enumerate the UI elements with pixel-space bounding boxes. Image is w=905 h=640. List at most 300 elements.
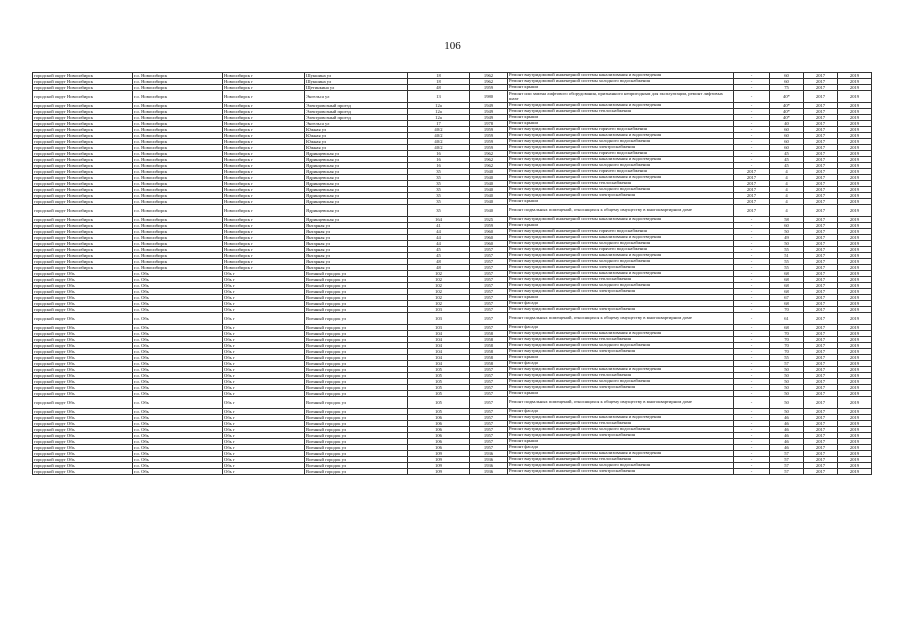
cost-cell: 57 (770, 469, 804, 475)
city-cell: Новосибирск г (223, 85, 305, 91)
start-year-cell: 2017 (804, 163, 838, 169)
build-year-cell: 1949 (470, 103, 508, 109)
start-year-cell: 2017 (804, 157, 838, 163)
city-cell: Новосибирск г (223, 175, 305, 181)
end-year-cell: 2019 (838, 307, 872, 313)
end-year-cell: 2019 (838, 343, 872, 349)
locality-cell: г.о. Новосибирск (133, 187, 223, 193)
start-year-cell: 2017 (804, 463, 838, 469)
house-number-cell: 40/2 (408, 145, 470, 151)
cost-cell: 40* (770, 103, 804, 109)
end-year-cell: 2019 (838, 415, 872, 421)
work-type-cell: Ремонт внутридомовой инженерной системы канализования и водоотведения (508, 133, 734, 139)
cost-cell: 67 (770, 295, 804, 301)
work-type-cell: Ремонт внутридомовой инженерной системы канализования и водоотведения (508, 157, 734, 163)
city-cell: Обь г (223, 331, 305, 337)
house-number-cell: 109 (408, 451, 470, 457)
house-number-cell: 48 (408, 265, 470, 271)
cost-cell: 46 (770, 439, 804, 445)
house-number-cell: 102 (408, 295, 470, 301)
cost-cell: 4 (770, 181, 804, 187)
work-type-cell: Ремонт внутридомовой инженерной системы канализования и водоотведения (508, 73, 734, 79)
cost-cell: 50 (770, 409, 804, 415)
start-year-cell: 2017 (804, 343, 838, 349)
table-row (33, 313, 872, 325)
work-type-cell: Ремонт внутридомовой инженерной системы теплоснабжения (508, 337, 734, 343)
municipality-cell: городской округ Обь (33, 289, 133, 295)
work-type-cell: Ремонт внутридомовой инженерной системы горячего водоснабжения (508, 247, 734, 253)
city-cell: Новосибирск г (223, 223, 305, 229)
build-year-cell: 1949 (470, 115, 508, 121)
city-cell: Новосибирск г (223, 91, 305, 103)
street-cell: Ядринцевская ул (305, 175, 408, 181)
locality-cell: г.о. Обь (133, 361, 223, 367)
start-year-cell: 2017 (804, 427, 838, 433)
house-number-cell: 109 (408, 463, 470, 469)
work-type-cell: Ремонт внутридомовой инженерной системы холодного водоснабжения (508, 163, 734, 169)
start-year-cell: 2017 (804, 415, 838, 421)
cost-cell: 61 (770, 313, 804, 325)
plan-year-cell: 2017 (734, 193, 770, 199)
locality-cell: г.о. Новосибирск (133, 145, 223, 151)
cost-cell: 75 (770, 85, 804, 91)
work-type-cell: Ремонт внутридомовой инженерной системы электроснабжения (508, 433, 734, 439)
locality-cell: г.о. Обь (133, 409, 223, 415)
locality-cell: г.о. Обь (133, 457, 223, 463)
city-cell: Новосибирск г (223, 181, 305, 187)
cost-cell: 51 (770, 253, 804, 259)
house-number-cell: 164 (408, 217, 470, 223)
work-type-cell: Ремонт внутридомовой инженерной системы холодного водоснабжения (508, 241, 734, 247)
work-type-cell: Ремонт внутридомовой инженерной системы горячего водоснабжения (508, 127, 734, 133)
plan-year-cell: - (734, 409, 770, 415)
start-year-cell: 2017 (804, 103, 838, 109)
cost-cell: 55 (770, 355, 804, 361)
city-cell: Новосибирск г (223, 121, 305, 127)
cost-cell: 50 (770, 391, 804, 397)
work-type-cell: Ремонт внутридомовой инженерной системы канализования и водоотведения (508, 415, 734, 421)
house-number-cell: 106 (408, 415, 470, 421)
street-cell: Южная ул (305, 139, 408, 145)
cost-cell: 68 (770, 271, 804, 277)
work-type-cell: Ремонт внутридомовой инженерной системы теплоснабжения (508, 373, 734, 379)
street-cell: Военный городок ул (305, 355, 408, 361)
end-year-cell: 2019 (838, 421, 872, 427)
plan-year-cell: - (734, 283, 770, 289)
house-number-cell: 105 (408, 367, 470, 373)
plan-year-cell: - (734, 103, 770, 109)
city-cell: Новосибирск г (223, 241, 305, 247)
build-year-cell: 1960 (470, 229, 508, 235)
city-cell: Обь г (223, 439, 305, 445)
city-cell: Обь г (223, 421, 305, 427)
house-number-cell: 45 (408, 253, 470, 259)
start-year-cell: 2017 (804, 265, 838, 271)
municipality-cell: городской округ Обь (33, 451, 133, 457)
plan-year-cell: 2017 (734, 187, 770, 193)
plan-year-cell: - (734, 337, 770, 343)
street-cell: Военный городок ул (305, 289, 408, 295)
build-year-cell: 1962 (470, 157, 508, 163)
cost-cell: 70 (770, 343, 804, 349)
street-cell: Янтарная ул (305, 247, 408, 253)
cost-cell: 40* (770, 115, 804, 121)
plan-year-cell: 2017 (734, 175, 770, 181)
plan-year-cell: - (734, 301, 770, 307)
build-year-cell: 1962 (470, 79, 508, 85)
locality-cell: г.о. Новосибирск (133, 85, 223, 91)
city-cell: Обь г (223, 373, 305, 379)
plan-year-cell: - (734, 469, 770, 475)
plan-year-cell: - (734, 361, 770, 367)
locality-cell: г.о. Новосибирск (133, 229, 223, 235)
work-type-cell: Ремонт крыши (508, 199, 734, 205)
start-year-cell: 2017 (804, 349, 838, 355)
house-number-cell: 12а (408, 103, 470, 109)
plan-year-cell: - (734, 217, 770, 223)
city-cell: Новосибирск г (223, 163, 305, 169)
plan-year-cell: - (734, 235, 770, 241)
table-row (33, 397, 872, 409)
plan-year-cell: - (734, 433, 770, 439)
plan-year-cell: - (734, 145, 770, 151)
street-cell: Военный городок ул (305, 307, 408, 313)
plan-year-cell: - (734, 385, 770, 391)
plan-year-cell: - (734, 295, 770, 301)
start-year-cell: 2017 (804, 289, 838, 295)
city-cell: Обь г (223, 289, 305, 295)
house-number-cell: 48 (408, 85, 470, 91)
plan-year-cell: - (734, 229, 770, 235)
end-year-cell: 2019 (838, 409, 872, 415)
street-cell: Янтарная ул (305, 265, 408, 271)
house-number-cell: 102 (408, 301, 470, 307)
work-type-cell: Ремонт крыши (508, 439, 734, 445)
plan-year-cell: - (734, 373, 770, 379)
street-cell: Ядринцевская ул (305, 205, 408, 217)
municipality-cell: городской округ Обь (33, 295, 133, 301)
municipality-cell: городской округ Новосибирск (33, 223, 133, 229)
municipality-cell: городской округ Обь (33, 397, 133, 409)
cost-cell: 55 (770, 259, 804, 265)
house-number-cell: 105 (408, 397, 470, 409)
start-year-cell: 2017 (804, 409, 838, 415)
work-type-cell: Ремонт внутридомовой инженерной системы электроснабжения (508, 145, 734, 151)
municipality-cell: городской округ Новосибирск (33, 91, 133, 103)
house-number-cell: 105 (408, 391, 470, 397)
municipality-cell: городской округ Новосибирск (33, 265, 133, 271)
start-year-cell: 2017 (804, 457, 838, 463)
cost-cell: 60 (770, 127, 804, 133)
street-cell: Военный городок ул (305, 457, 408, 463)
city-cell: Обь г (223, 385, 305, 391)
work-type-cell: Ремонт внутридомовой инженерной системы канализования и водоотведения (508, 367, 734, 373)
end-year-cell: 2019 (838, 301, 872, 307)
end-year-cell: 2019 (838, 337, 872, 343)
house-number-cell: 44 (408, 229, 470, 235)
house-number-cell: 45 (408, 247, 470, 253)
locality-cell: г.о. Обь (133, 433, 223, 439)
end-year-cell: 2019 (838, 73, 872, 79)
street-cell: Военный городок ул (305, 325, 408, 331)
plan-year-cell: - (734, 271, 770, 277)
build-year-cell: 1957 (470, 391, 508, 397)
street-cell: Электровозный проезд (305, 109, 408, 115)
city-cell: Обь г (223, 415, 305, 421)
work-type-cell: Ремонт внутридомовой инженерной системы холодного водоснабжения (508, 259, 734, 265)
plan-year-cell: - (734, 421, 770, 427)
build-year-cell: 1959 (470, 133, 508, 139)
plan-year-cell: - (734, 451, 770, 457)
house-number-cell: 40/2 (408, 127, 470, 133)
city-cell: Обь г (223, 367, 305, 373)
house-number-cell: 18 (408, 79, 470, 85)
plan-year-cell: - (734, 277, 770, 283)
municipality-cell: городской округ Новосибирск (33, 205, 133, 217)
street-cell: Ядринцевская ул (305, 151, 408, 157)
end-year-cell: 2019 (838, 91, 872, 103)
build-year-cell: 1962 (470, 73, 508, 79)
work-type-cell: Ремонт внутридомовой инженерной системы канализования и водоотведения (508, 103, 734, 109)
street-cell: Ядринцевская ул (305, 187, 408, 193)
house-number-cell: 35 (408, 187, 470, 193)
end-year-cell: 2019 (838, 469, 872, 475)
build-year-cell: 1936 (470, 457, 508, 463)
municipality-cell: городской округ Обь (33, 379, 133, 385)
municipality-cell: городской округ Обь (33, 385, 133, 391)
municipality-cell: городской округ Обь (33, 409, 133, 415)
locality-cell: г.о. Новосибирск (133, 223, 223, 229)
build-year-cell: 1940 (470, 187, 508, 193)
start-year-cell: 2017 (804, 439, 838, 445)
plan-year-cell: - (734, 331, 770, 337)
house-number-cell: 106 (408, 421, 470, 427)
municipality-cell: городской округ Новосибирск (33, 247, 133, 253)
locality-cell: г.о. Обь (133, 445, 223, 451)
start-year-cell: 2017 (804, 115, 838, 121)
street-cell: Щетинкина ул (305, 85, 408, 91)
municipality-cell: городской округ Обь (33, 445, 133, 451)
municipality-cell: городской округ Обь (33, 361, 133, 367)
build-year-cell: 1957 (470, 265, 508, 271)
work-type-cell: Ремонт внутридомовой инженерной системы электроснабжения (508, 385, 734, 391)
cost-cell: 40* (770, 109, 804, 115)
house-number-cell: 35 (408, 199, 470, 205)
house-number-cell: 102 (408, 283, 470, 289)
plan-year-cell: - (734, 391, 770, 397)
start-year-cell: 2017 (804, 421, 838, 427)
locality-cell: г.о. Обь (133, 385, 223, 391)
municipality-cell: городской округ Новосибирск (33, 151, 133, 157)
start-year-cell: 2017 (804, 109, 838, 115)
plan-year-cell: 2017 (734, 169, 770, 175)
house-number-cell: 104 (408, 361, 470, 367)
work-type-cell: Ремонт крыши (508, 121, 734, 127)
municipality-cell: городской округ Новосибирск (33, 217, 133, 223)
end-year-cell: 2019 (838, 445, 872, 451)
city-cell: Новосибирск г (223, 145, 305, 151)
street-cell: Военный городок ул (305, 385, 408, 391)
build-year-cell: 1978 (470, 121, 508, 127)
municipality-cell: городской округ Обь (33, 433, 133, 439)
build-year-cell: 1959 (470, 145, 508, 151)
street-cell: Военный городок ул (305, 349, 408, 355)
work-type-cell: Ремонт фасада (508, 361, 734, 367)
city-cell: Обь г (223, 301, 305, 307)
city-cell: Обь г (223, 349, 305, 355)
house-number-cell: 13 (408, 91, 470, 103)
locality-cell: г.о. Обь (133, 307, 223, 313)
end-year-cell: 2019 (838, 85, 872, 91)
locality-cell: г.о. Обь (133, 355, 223, 361)
street-cell: Электровозный проезд (305, 103, 408, 109)
locality-cell: г.о. Новосибирск (133, 259, 223, 265)
city-cell: Новосибирск г (223, 103, 305, 109)
city-cell: Обь г (223, 463, 305, 469)
work-type-cell: Ремонт внутридомовой инженерной системы канализования и водоотведения (508, 451, 734, 457)
end-year-cell: 2019 (838, 427, 872, 433)
start-year-cell: 2017 (804, 253, 838, 259)
municipality-cell: городской округ Обь (33, 301, 133, 307)
cost-cell: 57 (770, 457, 804, 463)
house-number-cell: 103 (408, 313, 470, 325)
build-year-cell: 1957 (470, 415, 508, 421)
build-year-cell: 1949 (470, 109, 508, 115)
street-cell: Военный городок ул (305, 445, 408, 451)
city-cell: Новосибирск г (223, 247, 305, 253)
plan-year-cell: - (734, 139, 770, 145)
cost-cell: 60 (770, 145, 804, 151)
house-number-cell: 18 (408, 73, 470, 79)
start-year-cell: 2017 (804, 223, 838, 229)
street-cell: Военный городок ул (305, 331, 408, 337)
build-year-cell: 1925 (470, 217, 508, 223)
end-year-cell: 2019 (838, 223, 872, 229)
house-number-cell: 35 (408, 169, 470, 175)
end-year-cell: 2019 (838, 397, 872, 409)
plan-year-cell: - (734, 223, 770, 229)
work-type-cell: Ремонт крыши (508, 355, 734, 361)
municipality-cell: городской округ Обь (33, 469, 133, 475)
cost-cell: 46 (770, 421, 804, 427)
locality-cell: г.о. Обь (133, 397, 223, 409)
build-year-cell: 1957 (470, 409, 508, 415)
street-cell: Военный городок ул (305, 271, 408, 277)
house-number-cell: 105 (408, 373, 470, 379)
street-cell: Военный городок ул (305, 439, 408, 445)
municipality-cell: городской округ Новосибирск (33, 73, 133, 79)
cost-cell: 50 (770, 379, 804, 385)
city-cell: Новосибирск г (223, 73, 305, 79)
city-cell: Обь г (223, 361, 305, 367)
house-number-cell: 16 (408, 163, 470, 169)
work-type-cell: Ремонт внутридомовой инженерной системы холодного водоснабжения (508, 79, 734, 85)
city-cell: Новосибирск г (223, 235, 305, 241)
work-type-cell: Ремонт внутридомовой инженерной системы теплоснабжения (508, 181, 734, 187)
start-year-cell: 2017 (804, 91, 838, 103)
cost-cell: 60 (770, 133, 804, 139)
start-year-cell: 2017 (804, 301, 838, 307)
house-number-cell: 104 (408, 355, 470, 361)
municipality-cell: городской округ Новосибирск (33, 145, 133, 151)
house-number-cell: 16 (408, 151, 470, 157)
build-year-cell: 1936 (470, 463, 508, 469)
municipality-cell: городской округ Обь (33, 313, 133, 325)
house-number-cell: 40/2 (408, 139, 470, 145)
start-year-cell: 2017 (804, 247, 838, 253)
locality-cell: г.о. Новосибирск (133, 151, 223, 157)
city-cell: Обь г (223, 337, 305, 343)
municipality-cell: городской округ Обь (33, 457, 133, 463)
municipality-cell: городской округ Обь (33, 415, 133, 421)
build-year-cell: 1957 (470, 247, 508, 253)
house-number-cell: 17 (408, 121, 470, 127)
city-cell: Новосибирск г (223, 199, 305, 205)
build-year-cell: 1957 (470, 373, 508, 379)
city-cell: Новосибирск г (223, 169, 305, 175)
end-year-cell: 2019 (838, 433, 872, 439)
work-type-cell: Ремонт подвальных помещений, относящихся к общему имуществу в многоквартирном доме (508, 397, 734, 409)
plan-year-cell: - (734, 241, 770, 247)
start-year-cell: 2017 (804, 325, 838, 331)
start-year-cell: 2017 (804, 217, 838, 223)
plan-year-cell: - (734, 115, 770, 121)
house-number-cell: 106 (408, 445, 470, 451)
work-type-cell: Ремонт подвальных помещений, относящихся к общему имуществу в многоквартирном доме (508, 205, 734, 217)
cost-cell: 40 (770, 121, 804, 127)
end-year-cell: 2019 (838, 289, 872, 295)
build-year-cell: 1957 (470, 301, 508, 307)
locality-cell: г.о. Обь (133, 271, 223, 277)
street-cell: Военный городок ул (305, 409, 408, 415)
house-number-cell: 35 (408, 181, 470, 187)
cost-cell: 4 (770, 193, 804, 199)
plan-year-cell: 2017 (734, 181, 770, 187)
end-year-cell: 2019 (838, 439, 872, 445)
cost-cell: 45 (770, 157, 804, 163)
build-year-cell: 1960 (470, 235, 508, 241)
start-year-cell: 2017 (804, 451, 838, 457)
locality-cell: г.о. Обь (133, 391, 223, 397)
work-type-cell: Ремонт фасада (508, 325, 734, 331)
start-year-cell: 2017 (804, 295, 838, 301)
street-cell: Военный городок ул (305, 301, 408, 307)
plan-year-cell: - (734, 415, 770, 421)
city-cell: Обь г (223, 307, 305, 313)
city-cell: Обь г (223, 325, 305, 331)
cost-cell: 50 (770, 241, 804, 247)
work-type-cell: Ремонт внутридомовой инженерной системы горячего водоснабжения (508, 169, 734, 175)
build-year-cell: 1957 (470, 445, 508, 451)
street-cell: Военный городок ул (305, 415, 408, 421)
street-cell: Южная ул (305, 127, 408, 133)
municipality-cell: городской округ Обь (33, 331, 133, 337)
city-cell: Новосибирск г (223, 229, 305, 235)
cost-cell: 70 (770, 307, 804, 313)
municipality-cell: городской округ Новосибирск (33, 163, 133, 169)
locality-cell: г.о. Новосибирск (133, 91, 223, 103)
plan-year-cell: - (734, 463, 770, 469)
build-year-cell: 1958 (470, 337, 508, 343)
start-year-cell: 2017 (804, 379, 838, 385)
work-type-cell: Ремонт внутридомовой инженерной системы электроснабжения (508, 349, 734, 355)
house-number-cell: 40/2 (408, 133, 470, 139)
start-year-cell: 2017 (804, 181, 838, 187)
cost-cell: 58 (770, 217, 804, 223)
house-number-cell: 41 (408, 223, 470, 229)
plan-year-cell: - (734, 427, 770, 433)
build-year-cell: 1957 (470, 421, 508, 427)
